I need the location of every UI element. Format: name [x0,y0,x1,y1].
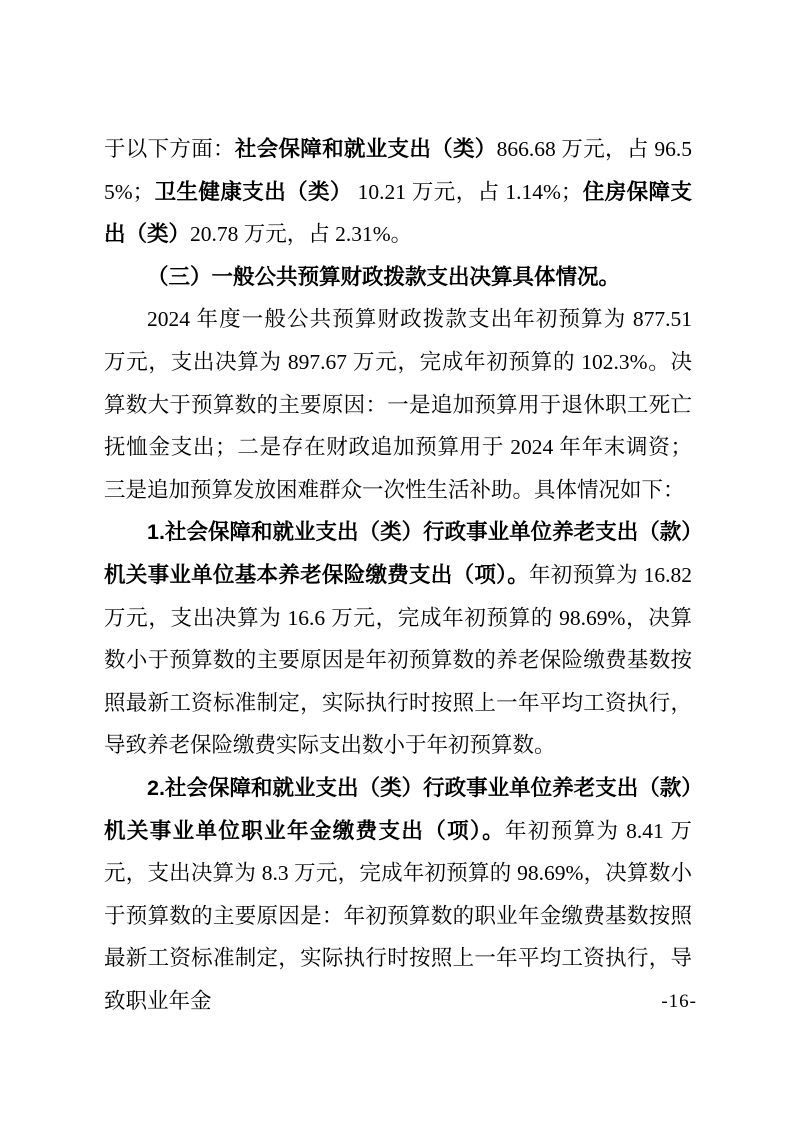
para-expenditure-breakdown-bold-segment: 住房保障支出（类） [104,179,692,247]
para-expenditure-breakdown [104,128,692,256]
paragraphs [104,128,692,1022]
para-item-1-pension-insurance-text-segment: 年初预算为 16.82 万元，支出决算为 16.6 万元，完成年初预算的 98.69%，决算数小于预算数的主要原因是年初预算数的养老保险缴费基数按照最新工资标准制定，实际执行时按照上一年平均工资执行，导致养老保险缴费实际支出数小于年初预算数。 [104,562,692,758]
para-item-2-occupational-annuity-text-segment: 年初预算为 8.41 万元，支出决算为 8.3 万元，完成年初预算的 98.69%，决算数小于预算数的主要原因是：年初预算数的职业年金缴费基数按照最新工资标准制定，实际执行时按照上一年平均工资执行，导致职业年金 [104,818,692,1013]
para-expenditure-breakdown-bold-segment: 社会保障和就业支出（类） [234,137,497,161]
para-expenditure-breakdown-text-segment: 于以下方面： [104,137,235,161]
para-item-2-occupational-annuity-bold-segment: 2.社会保障和就业支出（类）行政事业单位养老支出（款）机关事业单位职业年金缴费支出（项）。 [104,775,692,843]
para-expenditure-breakdown-text-segment: 10.21 万元，占 1.14%； [351,179,583,204]
page-number: -16- [661,991,697,1012]
para-item-2-occupational-annuity [104,767,692,1023]
para-expenditure-breakdown-bold-segment: 卫生健康支出（类） [154,179,352,204]
para-expenditure-breakdown-text-segment: 20.78 万元，占 2.31%。 [190,222,413,247]
document-body [104,128,692,1022]
para-expenditure-breakdown-text-segment: 866.68 万元，占 96.55%； [104,137,692,204]
para-item-1-pension-insurance-bold-segment: 1.社会保障和就业支出（类）行政事业单位养老支出（款）机关事业单位基本养老保险缴费支出（项）。 [104,520,692,587]
heading-section-3-bold-segment: （三）一般公共预算财政拨款支出决算具体情况。 [147,264,621,289]
para-overview-2024-text-segment: 2024 年度一般公共预算财政拨款支出年初预算为 877.51 万元，支出决算为 897.67 万元，完成年初预算的 102.3%。决算数大于预算数的主要原因：一是追加预算用于退休职工死亡抚恤金支出；二是存在财政追加预算用于 2024 年年末调资；三是追加预算发放困难群众一次性生活补助。具体情况如下： [104,307,692,502]
para-item-1-pension-insurance [104,511,692,767]
para-overview-2024 [104,298,692,511]
heading-section-3 [104,256,692,299]
